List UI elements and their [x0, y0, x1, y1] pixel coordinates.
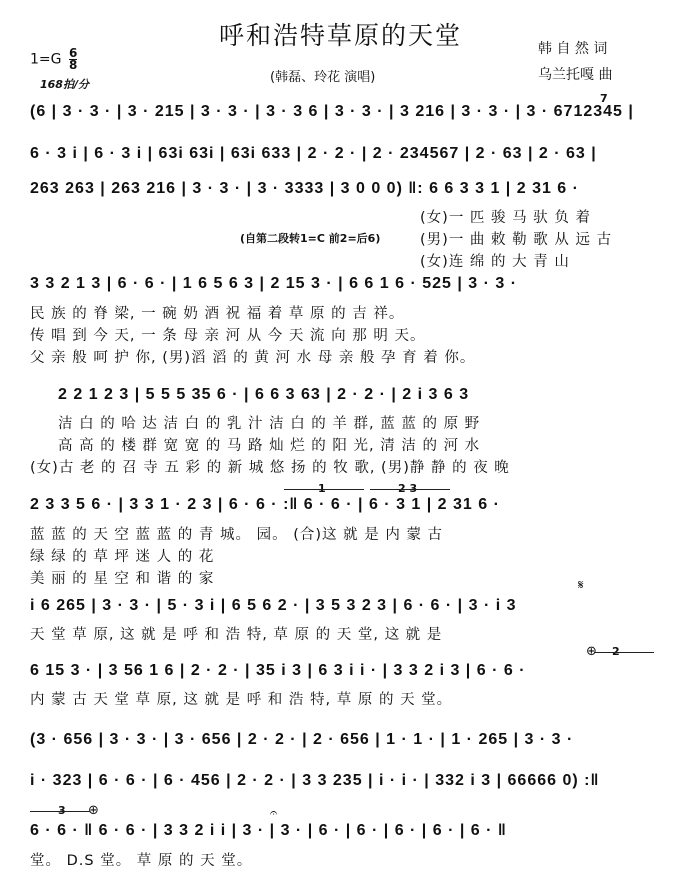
volta-3-label: 3 [58, 804, 66, 817]
notation-line-1: (6 | 3 · 3 · | 3 · 215 | 3 · 3 · | 3 · 3 6 | 3 · 3 · | 3 216 | 3 · 3 · | 3 · 6712345 | [30, 103, 634, 120]
notation-line-8: 6 15 3 · | 3 56 1 6 | 2 · 2 · | 35 i 3 | 6 3 i i · | 3 3 2 i 3 | 6 · 6 · [30, 662, 526, 679]
lyric-3-verse3: (女)连 绵 的 大 青 山 [420, 254, 570, 270]
lyric-5-verse2: 高 高 的 楼 群 宽 宽 的 马 路 灿 烂 的 阳 光, 清 洁 的 河 水 [58, 438, 481, 454]
lyric-6-verse2: 绿 绿 的 草 坪 迷 人 的 花 [30, 549, 215, 565]
tempo-marking: 168拍/分 [40, 78, 89, 91]
notation-line-11: 6 · 6 · ‖ 6 · 6 · | 3 3 2 i i | 3 · | 3 · | 6 · | 6 · | 6 · | 6 · | 6 · ‖ [30, 822, 507, 839]
lyric-5-verse1: 洁 白 的 哈 达 洁 白 的 乳 汁 洁 白 的 羊 群, 蓝 蓝 的 原 野 [58, 416, 481, 432]
notation-line-10: i · 323 | 6 · 6 · | 6 · 456 | 2 · 2 · | 3 3 235 | i · i · | 332 i 3 | 66666 0) :‖ [30, 772, 600, 789]
lyric-8: 内 蒙 古 天 堂 草 原, 这 就 是 呼 和 浩 特, 草 原 的 天 堂。 [30, 692, 453, 708]
notation-line-6: 2 3 3 5 6 · | 3 3 1 · 2 3 | 6 · 6 · :‖ 6 · 6 · | 6 · 3 1 | 2 31 6 · [30, 496, 500, 513]
notation-line-3: 263 263 | 263 216 | 3 · 3 · | 3 · 3333 | 3 0 0 0) ‖: 6 6 3 3 1 | 2 31 6 · [30, 180, 579, 197]
volta-1-label: 1 [318, 482, 326, 495]
coda-sign-1: ⊕ [586, 644, 597, 659]
singers: (韩磊、玲花 演唱) [270, 70, 376, 85]
lyric-11: 堂。 D.S 堂。 草 原 的 天 堂。 [30, 853, 253, 869]
lyric-6-verse3: 美 丽 的 星 空 和 谐 的 家 [30, 571, 215, 587]
lyricist: 韩 自 然 词 [538, 41, 608, 57]
composer: 乌兰托嘎 曲 [538, 67, 613, 83]
notation-line-2: 6 · 3 i | 6 · 3 i | 63i 63i | 63i 633 | 2 · 2 · | 2 · 234567 | 2 · 63 | 2 · 63 | [30, 145, 597, 162]
tuplet-mark: 7 [600, 92, 608, 105]
key-label: 1=G [30, 51, 62, 68]
lyric-3-verse1: (女)一 匹 骏 马 驮 负 着 [420, 210, 591, 226]
lyric-4-verse3: 父 亲 般 呵 护 你, (男)滔 滔 的 黄 河 水 母 亲 般 孕 育 着 你。 [30, 350, 476, 366]
notation-line-7: i 6 265 | 3 · 3 · | 5 · 3 i | 6 5 6 2 · | 3 5 3 2 3 | 6 · 6 · | 3 · i 3 [30, 597, 517, 614]
notation-line-4: 3 3 2 1 3 | 6 · 6 · | 1 6 5 6 3 | 2 15 3 · | 6 6 1 6 · 525 | 3 · 3 · [30, 275, 518, 292]
segno-sign: 𝄋 [578, 578, 584, 593]
time-bottom: 8 [68, 58, 78, 72]
time-top: 6 [68, 46, 78, 60]
lyric-6-verse1: 蓝 蓝 的 天 空 蓝 蓝 的 青 城。 园。 (合)这 就 是 内 蒙 古 [30, 527, 444, 543]
lyric-3-verse2: (男)一 曲 敕 勒 歌 从 远 古 [420, 232, 613, 248]
modulation-note: (自第二段转1=C 前2=后6) [240, 232, 381, 245]
lyric-4-verse1: 民 族 的 脊 梁, 一 碗 奶 酒 祝 福 着 草 原 的 吉 祥。 [30, 306, 405, 322]
fermata-mark: 𝄐 [270, 806, 278, 821]
volta-2-label: 2 [612, 645, 620, 658]
lyric-7: 天 堂 草 原, 这 就 是 呼 和 浩 特, 草 原 的 天 堂, 这 就 是 [30, 627, 443, 643]
volta-23-label: 2 3 [398, 482, 418, 495]
time-signature [69, 48, 77, 71]
song-title: 呼和浩特草原的天堂 [218, 21, 462, 50]
lyric-4-verse2: 传 唱 到 今 天, 一 条 母 亲 河 从 今 天 流 向 那 明 天。 [30, 328, 426, 344]
key-signature [30, 48, 77, 71]
notation-line-5: 2 2 1 2 3 | 5 5 5 35 6 · | 6 6 3 63 | 2 · 2 · | 2 i 3 6 3 [58, 386, 470, 403]
lyric-5-verse3: (女)古 老 的 召 寺 五 彩 的 新 城 悠 扬 的 牧 歌, (男)静 静 的 夜 晚 [30, 460, 510, 476]
notation-line-9: (3 · 656 | 3 · 3 · | 3 · 656 | 2 · 2 · | 2 · 656 | 1 · 1 · | 1 · 265 | 3 · 3 · [30, 731, 574, 748]
coda-sign-2: ⊕ [88, 803, 99, 818]
